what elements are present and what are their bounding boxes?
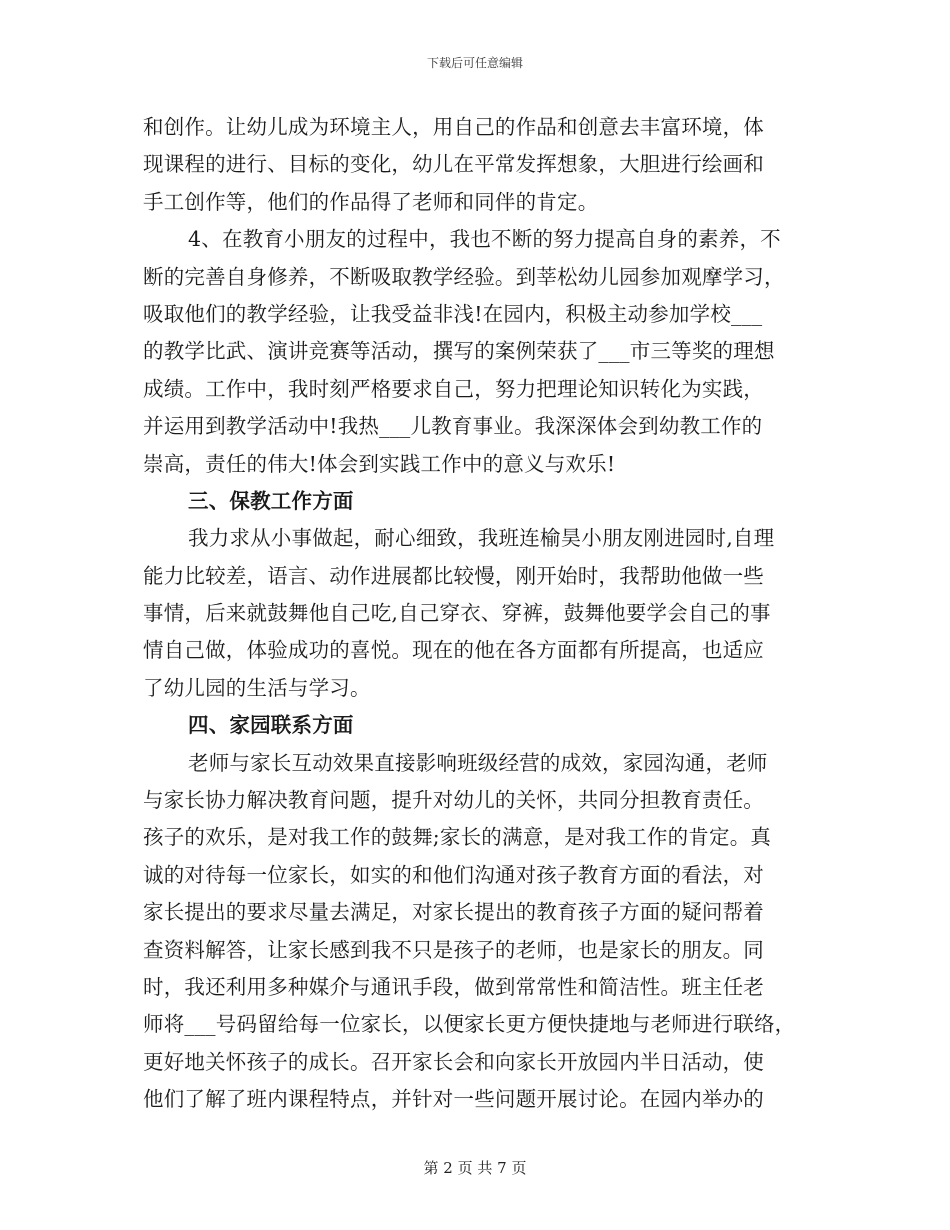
text-line: 吸取他们的教学经验，让我受益非浅!在园内，积极主动参加学校___ — [143, 301, 763, 326]
text-line: 更好地关怀孩子的成长。召开家长会和向家长开放园内半日活动，使 — [143, 1049, 764, 1074]
page-footer: 第 2 页 共 7 页 — [423, 1159, 527, 1177]
text-line: 4、在教育小朋友的过程中，我也不断的努力提高自身的素养，不 — [188, 227, 781, 252]
text-line: 成绩。工作中，我时刻严格要求自己，努力把理论知识转化为实践， — [143, 376, 764, 401]
text-line: 现课程的进行、目标的变化，幼儿在平常发挥想象，大胆进行绘画和 — [143, 152, 764, 177]
text-line: 了幼儿园的生活与学习。 — [143, 675, 371, 700]
text-line: 家长提出的要求尽量去满足，对家长提出的教育孩子方面的疑问帮着 — [143, 900, 764, 925]
page-header: 下载后可任意编辑 — [426, 56, 523, 70]
text-line: 手工创作等，他们的作品得了老师和同伴的肯定。 — [143, 189, 599, 214]
text-line: 的教学比武、演讲竞赛等活动，撰写的案例荣获了___市三等奖的理想 — [143, 339, 775, 364]
text-line: 他们了解了班内课程特点，并针对一些问题开展讨论。在园内举办的 — [143, 1087, 764, 1112]
text-line: 老师与家长互动效果直接影响班级经营的成效，家园沟通，老师 — [188, 750, 768, 775]
text-line: 断的完善自身修养，不断吸取教学经验。到莘松幼儿园参加观摩学习， — [143, 264, 785, 289]
text-line: 崇高，责任的伟大!体会到实践工作中的意义与欢乐! — [143, 451, 616, 476]
text-line: 情自己做，体验成功的喜悦。现在的他在各方面都有所提高，也适应 — [143, 638, 764, 663]
document-body — [143, 109, 813, 1119]
text-line: 并运用到教学活动中!我热___儿教育事业。我深深体会到幼教工作的 — [143, 414, 763, 439]
text-line: 查资料解答，让家长感到我不只是孩子的老师，也是家长的朋友。同 — [143, 937, 764, 962]
text-line: 和创作。让幼儿成为环境主人，用自己的作品和创意去丰富环境，体 — [143, 115, 764, 139]
text-line: 与家长协力解决教育问题，提升对幼儿的关怀，共同分担教育责任。 — [143, 788, 764, 813]
text-line: 孩子的欢乐，是对我工作的鼓舞;家长的满意，是对我工作的肯定。真 — [143, 825, 772, 850]
text-line: 事情，后来就鼓舞他自己吃,自己穿衣、穿裤，鼓舞他要学会自己的事 — [143, 601, 771, 626]
section-heading: 四、家园联系方面 — [188, 713, 354, 738]
section-heading: 三、保教工作方面 — [188, 488, 354, 513]
text-line: 诚的对待每一位家长，如实的和他们沟通对孩子教育方面的看法，对 — [143, 862, 764, 887]
text-line: 能力比较差，语言、动作进展都比较慢，刚开始时，我帮助他做一些 — [143, 563, 764, 588]
text-line: 我力求从小事做起，耐心细致，我班连榆昊小朋友刚进园时,自理 — [188, 526, 775, 551]
text-line: 时，我还利用多种媒介与通讯手段，做到常常性和简洁性。班主任老 — [143, 974, 764, 999]
text-line: 师将___号码留给每一位家长，以便家长更方便快捷地与老师进行联络， — [143, 1012, 796, 1037]
